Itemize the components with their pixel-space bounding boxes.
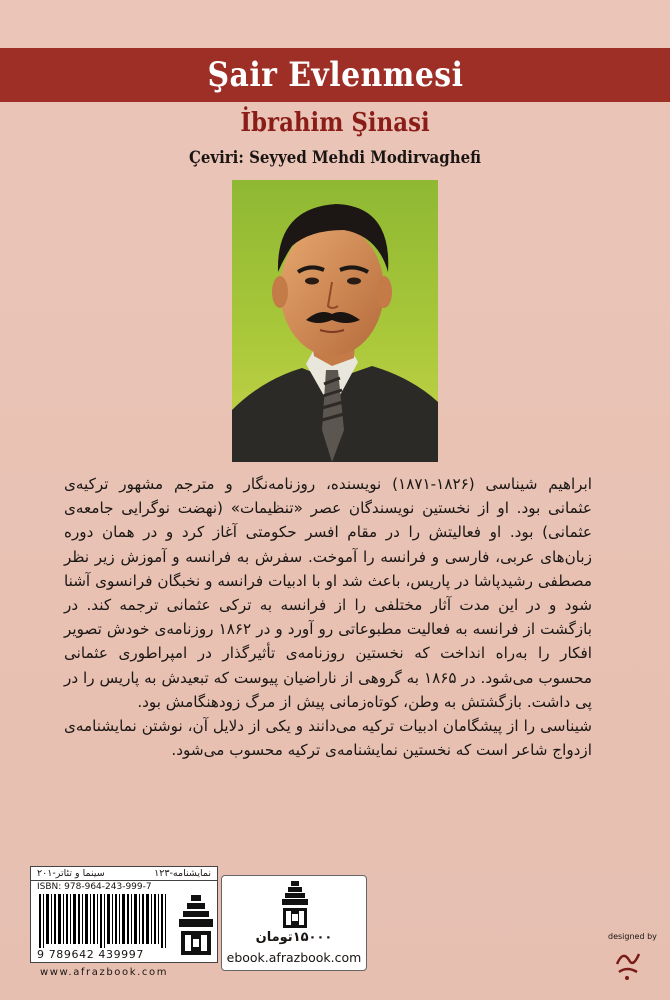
barcode-panel: [30, 866, 218, 963]
barcode-digits: 9 789642 439997: [37, 948, 144, 961]
title-band: [0, 48, 670, 102]
book-description: [64, 472, 592, 762]
afraz-logo-icon: [177, 893, 215, 959]
barcode-icon: [35, 894, 173, 948]
ebook-url[interactable]: ebook.afrazbook.com: [226, 950, 362, 965]
description-paragraph-2: شیناسی را از پیشگامان ادبیات ترکیه می‌دانند و یکی از دلایل آن، نوشتن نمایشنامه‌ی ازدواج شاعر است که نخستین نمایشنامه‌ی ترکیه محسوب می‌شود.: [64, 717, 592, 760]
book-title: Şair Evlenmesi: [207, 55, 463, 95]
designed-by-label: designed by: [608, 932, 657, 941]
designer-signature-icon: [613, 944, 643, 984]
publisher-website[interactable]: www.afrazbook.com: [40, 967, 169, 978]
series-row: [31, 867, 217, 881]
price-panel: [221, 875, 367, 971]
translator-credit: Çeviri: Seyyed Mehdi Modirvaghefi: [189, 148, 481, 168]
author-portrait: [232, 180, 438, 462]
portrait-image: [232, 180, 438, 462]
afraz-price-logo-icon: [280, 880, 310, 930]
series-cinema-number: سینما و تئاتر-۲۰۱: [37, 868, 105, 879]
series-playwright-number: نمایشنامه-۱۲۳: [154, 868, 211, 879]
author-name: İbrahim Şinasi: [240, 108, 430, 138]
isbn-text: ISBN: 978-964-243-999-7: [37, 882, 152, 892]
description-paragraph-1: ابراهیم شیناسی (۱۸۲۶-۱۸۷۱) نویسنده، روزنامه‌نگار و مترجم مشهور ترکیه‌ی عثمانی بود. او از نخستین نویسندگان عصر «تنظیمات» (نهضت نوگرایی جامعه‌ی عثمانی) بود. او فعالیتش را در مقام افسر حکومتی آغاز کرد و در همان دوره زبان‌های عربی، فارسی و فرانسه را آموخت. سفرش به فرانسه و آموزش زیر نظر مصطفی رشیدپاشا در پاریس، باعث شد او با ادبیات فرانسه و نخبگان فرانسوی آشنا شود و در این مدت آثار مختلفی را از فرانسه به ترکی عثمانی ترجمه کند. در بازگشت از فرانسه به فعالیت مطبوعاتی رو آورد و در ۱۸۶۲ روزنامه‌ی خودش تصویر افکار را به‌راه انداخت که نخستین روزنامه‌ی تأثیرگذار در امپراطوری عثمانی محسوب می‌شود. در ۱۸۶۵ به گروهی از ناراضیان پیوست که تبعیدش به پاریس را در پی داشت. بازگشتش به وطن، کوتاه‌زمانی پیش از مرگ زودهنگامش بود.: [64, 475, 592, 711]
price-label: ۱۵۰۰۰تومان: [255, 930, 333, 945]
